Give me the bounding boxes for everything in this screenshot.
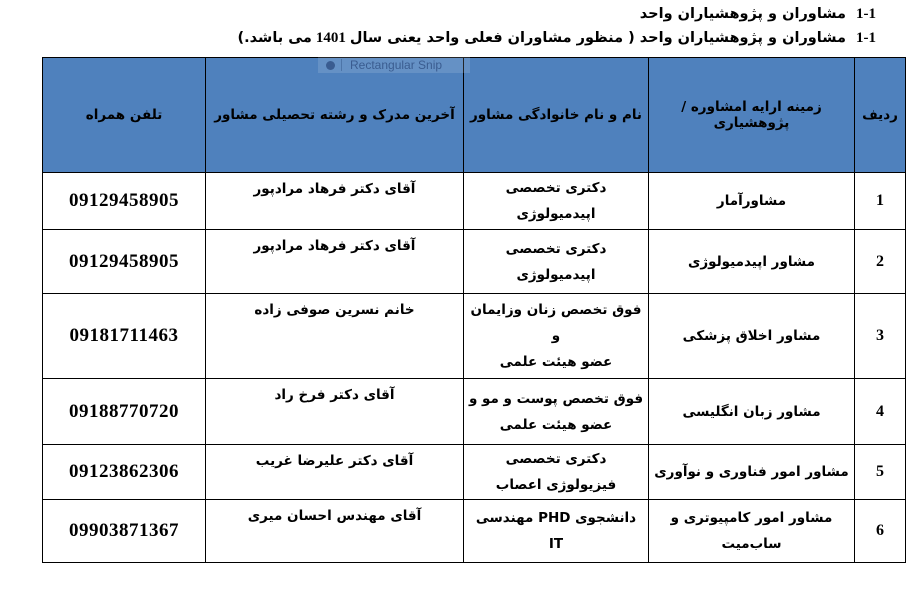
heading-text: مشاوران و پژوهشیاران واحد — [639, 6, 846, 22]
degree-cell: خانم نسرین صوفی زاده — [206, 294, 464, 379]
table-row — [43, 500, 906, 563]
table-row — [43, 294, 906, 379]
field-cell: مشاور امور فناوری و نوآوری — [649, 445, 855, 500]
degree-cell: آقای دکتر علیرضا غریب — [206, 445, 464, 500]
column-header-degree: آخرین مدرک و رشته تحصیلی مشاور — [206, 58, 464, 173]
phone-cell: 09129458905 — [43, 230, 206, 294]
heading-text: مشاوران و پژوهشیاران واحد ( منظور مشاوران فعلی واحد یعنی سال — [349, 30, 846, 46]
heading-number: 1-1 — [856, 6, 876, 22]
field-line: ساب‌میت — [721, 536, 782, 552]
name-line: فوق تخصص پوست و مو و — [468, 390, 644, 407]
heading-number: 1-1 — [856, 30, 876, 46]
rowno-cell: 4 — [855, 379, 906, 445]
field-cell: مشاورآمار — [649, 173, 855, 230]
degree-cell: آقای مهندس احسان میری — [206, 500, 464, 563]
table-header-row — [43, 58, 906, 173]
column-header-field: زمینه ارایه امشاوره /پژوهشیاری — [649, 58, 855, 173]
degree-cell: آقای دکتر فرهاد مرادپور — [206, 173, 464, 230]
field-cell: مشاور اپیدمیولوژی — [649, 230, 855, 294]
field-cell: مشاور زبان انگلیسی — [649, 379, 855, 445]
name-line: دانشجوی PHD مهندسی — [475, 510, 637, 526]
rowno-cell: 2 — [855, 230, 906, 294]
name-cell — [464, 379, 649, 445]
snip-tool-label: Rectangular Snip — [350, 58, 443, 72]
column-header-rowno: ردیف — [855, 58, 906, 173]
rowno-cell: 3 — [855, 294, 906, 379]
name-cell — [464, 294, 649, 379]
name-line: عضو هیئت علمی — [499, 416, 613, 433]
heading-year: 1401 — [315, 30, 346, 46]
degree-cell: آقای دکتر فرخ راد — [206, 379, 464, 445]
name-line: فوق تخصص زنان وزایمان — [470, 302, 642, 318]
name-cell — [464, 173, 649, 230]
rowno-cell: 1 — [855, 173, 906, 230]
name-line: اپیدمیولوژی — [516, 206, 596, 222]
name-cell — [464, 445, 649, 500]
consultants-table — [42, 57, 906, 563]
document-headings — [238, 2, 876, 50]
phone-cell: 09123862306 — [43, 445, 206, 500]
heading-text: می باشد.) — [237, 30, 312, 46]
phone-cell: 09188770720 — [43, 379, 206, 445]
name-line: فیزیولوژی اعصاب — [495, 477, 617, 493]
name-line: و — [551, 328, 561, 344]
name-line: دکتری تخصصی — [505, 451, 607, 467]
phone-cell: 09181711463 — [43, 294, 206, 379]
rowno-cell: 5 — [855, 445, 906, 500]
table-row — [43, 445, 906, 500]
phone-cell: 09129458905 — [43, 173, 206, 230]
name-cell — [464, 500, 649, 563]
phone-cell: 09903871367 — [43, 500, 206, 563]
name-line: IT — [548, 536, 564, 552]
heading-line-2 — [238, 26, 876, 50]
table-row — [43, 173, 906, 230]
name-line: عضو هیئت علمی — [499, 354, 613, 370]
degree-cell: آقای دکتر فرهاد مرادپور — [206, 230, 464, 294]
field-line: مشاور امور کامپیوتری و — [670, 510, 833, 526]
table-row — [43, 379, 906, 445]
column-header-name: نام و نام خانوادگی مشاور — [464, 58, 649, 173]
name-line: اپیدمیولوژی — [516, 266, 596, 283]
table-row — [43, 230, 906, 294]
name-line: دکتری تخصصی — [505, 240, 607, 257]
column-header-phone: تلفن همراه — [43, 58, 206, 173]
heading-line-1 — [238, 2, 876, 26]
name-line: دکتری تخصصی — [505, 180, 607, 196]
rowno-cell: 6 — [855, 500, 906, 563]
name-cell — [464, 230, 649, 294]
field-cell: مشاور اخلاق پزشکی — [649, 294, 855, 379]
field-cell — [649, 500, 855, 563]
